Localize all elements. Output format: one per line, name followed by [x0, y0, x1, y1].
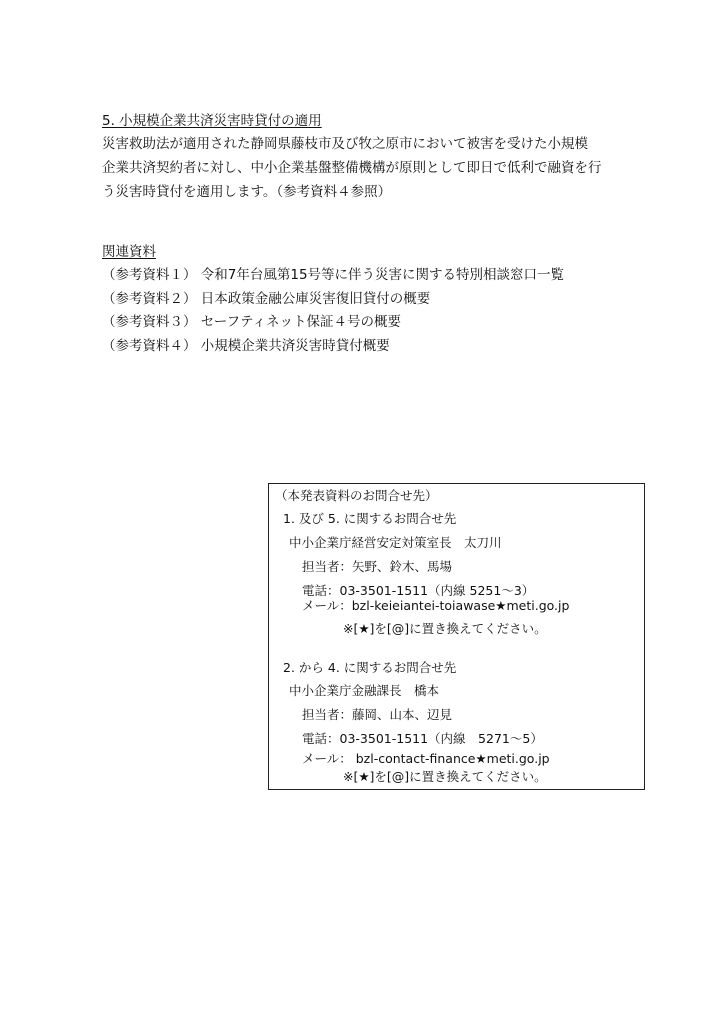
related-item: （参考資料２） 日本政策金融公庫災害復旧貸付の概要: [102, 291, 431, 307]
related-item: （参考資料４） 小規模企業共済災害時貸付概要: [102, 338, 390, 354]
section5-heading: 5. 小規模企業共済災害時貸付の適用: [102, 113, 322, 129]
contact-group1-heading: 1. 及び 5. に関するお問合せ先: [283, 511, 457, 526]
section5-body-line: 災害救助法が適用された静岡県藤枝市及び牧之原市において被害を受けた小規模: [102, 136, 588, 152]
contact-group1-email: メール：bzl-keieiantei-toiawase★meti.go.jp: [302, 598, 570, 613]
contact-group1-phone: 電話：03-3501-1511（内線 5251～3）: [302, 583, 535, 598]
contact-group1-note: ※[★]を[@]に置き換えてください。: [343, 621, 547, 636]
contact-box: [268, 483, 645, 790]
contact-group2-staff: 担当者：藤岡、山本、辺見: [302, 707, 453, 722]
contact-group1-office: 中小企業庁経営安定対策室長 太刀川: [289, 535, 502, 550]
section5-body-line: う災害時貸付を適用します。（参考資料４参照）: [102, 184, 392, 200]
related-item: （参考資料１） 令和7年台風第15号等に伴う災害に関する特別相談窓口一覧: [102, 267, 565, 283]
related-item: （参考資料３） セーフティネット保証４号の概要: [102, 314, 401, 330]
contact-group2-heading: 2. から 4. に関するお問合せ先: [283, 660, 457, 675]
contact-group2-phone: 電話：03-3501-1511（内線 5271～5）: [302, 731, 543, 746]
contact-group2-office: 中小企業庁金融課長 橋本: [289, 683, 440, 698]
section5-body-line: 企業共済契約者に対し、中小企業基盤整備機構が原則として即日で低利で融資を行: [102, 160, 602, 176]
contact-title: （本発表資料のお問合せ先）: [275, 488, 438, 503]
contact-group1-staff: 担当者：矢野、鈴木、馬場: [302, 559, 453, 574]
contact-group2-note: ※[★]を[@]に置き換えてください。: [343, 769, 547, 784]
contact-group2-email: メール： bzl-contact-finance★meti.go.jp: [302, 751, 550, 766]
related-heading: 関連資料: [102, 244, 156, 260]
